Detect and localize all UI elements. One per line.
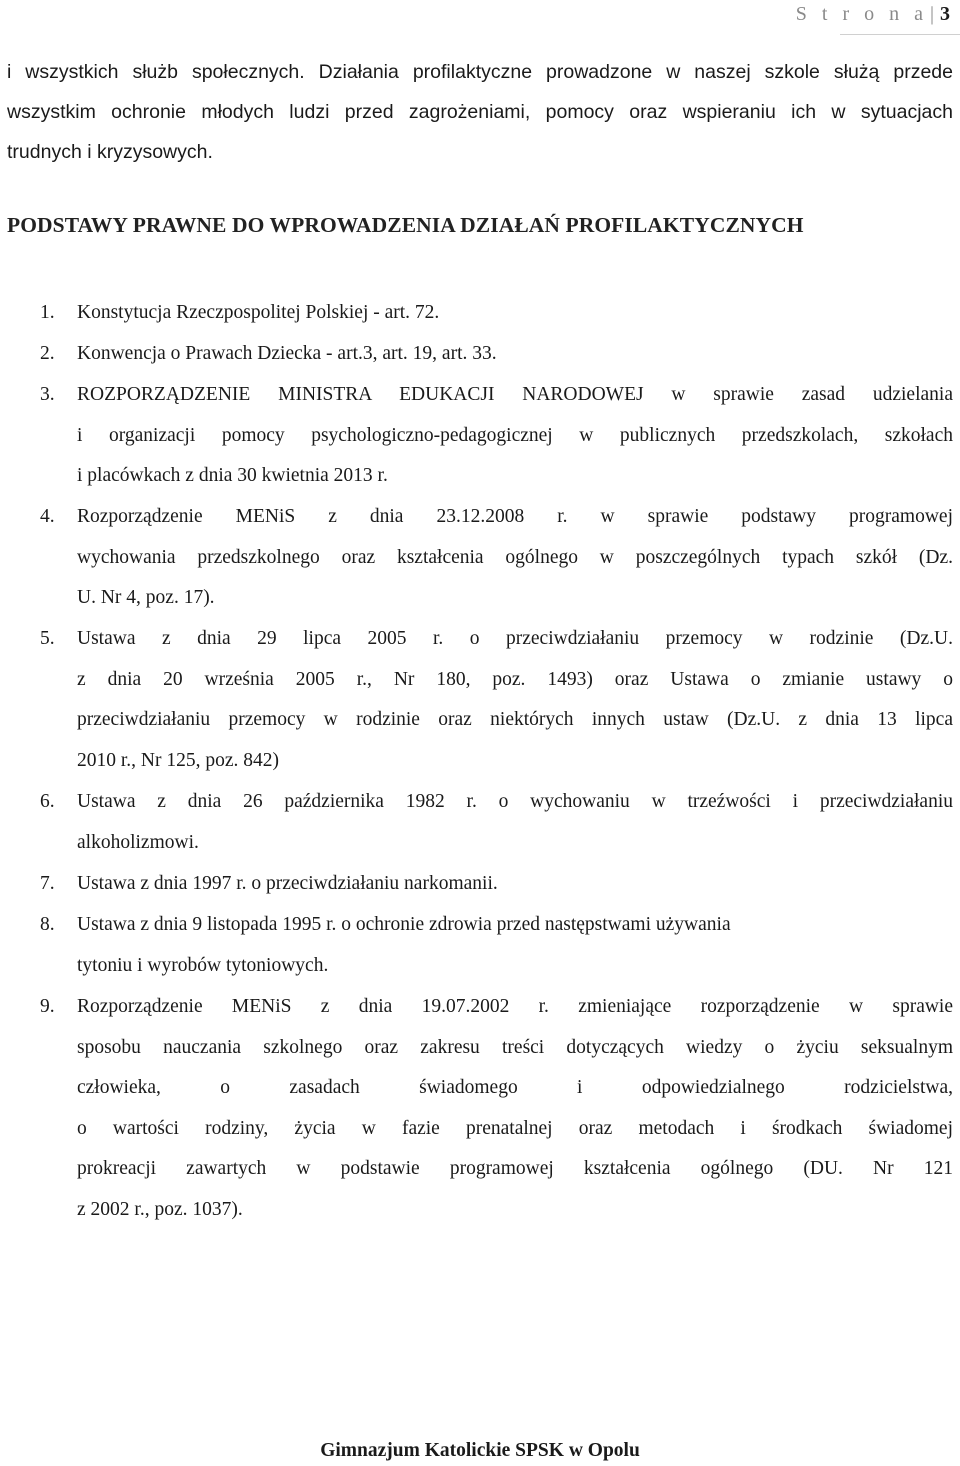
list-item-number: 8. xyxy=(40,914,55,935)
list-item-line: Konstytucja Rzeczpospolitej Polskiej - art. 72. xyxy=(77,302,440,323)
list-item-number: 5. xyxy=(40,628,55,649)
list-item-line: Konwencja o Prawach Dziecka - art.3, art. 19, art. 33. xyxy=(77,343,497,364)
list-item-number: 6. xyxy=(40,791,55,812)
header-rule xyxy=(840,34,960,35)
page-number: 3 xyxy=(940,3,950,25)
intro-paragraph xyxy=(7,52,953,172)
list-item-line: z dnia 20 września 2005 r., Nr 180, poz. 1493) oraz Ustawa o zmianie ustawy o xyxy=(77,668,953,690)
list-item-text xyxy=(77,375,953,497)
list-item-number: 7. xyxy=(40,873,55,894)
list-item-line: z 2002 r., poz. 1037). xyxy=(77,1198,243,1220)
intro-line: wszystkim ochronie młodych ludzi przed zagrożeniami, pomocy oraz wspieraniu ich w sytuacjach xyxy=(7,101,953,123)
list-item-line: Ustawa z dnia 1997 r. o przeciwdziałaniu narkomanii. xyxy=(77,873,498,894)
list-item-text xyxy=(77,782,953,863)
list-item-number: 2. xyxy=(40,343,55,364)
list-item-line: Rozporządzenie MENiS z dnia 23.12.2008 r. w sprawie podstawy programowej xyxy=(77,506,953,527)
list-item-line: i placówkach z dnia 30 kwietnia 2013 r. xyxy=(77,465,388,486)
page-footer: Gimnazjum Katolickie SPSK w Opolu xyxy=(320,1440,640,1461)
list-item-line: prokreacji zawartych w podstawie programowej kształcenia ogólnego (DU. Nr 121 xyxy=(77,1158,953,1179)
list-item-text xyxy=(77,293,953,334)
list-item-line: o wartości rodziny, życia w fazie prenatalnej oraz metodach i środkach świadomej xyxy=(77,1117,953,1139)
list-item-line: Ustawa z dnia 29 lipca 2005 r. o przeciwdziałaniu przemocy w rodzinie (Dz.U. xyxy=(77,628,953,649)
intro-line: i wszystkich służb społecznych. Działania profilaktyczne prowadzone w naszej szkole służą przede xyxy=(7,61,953,83)
page-label: S t r o n a xyxy=(795,3,928,25)
list-item-line: wychowania przedszkolnego oraz kształcenia ogólnego w poszczególnych typach szkół (Dz. xyxy=(77,546,953,568)
list-item-line: Ustawa z dnia 26 października 1982 r. o wychowaniu w trzeźwości i przeciwdziałaniu xyxy=(77,791,953,812)
list-item-text xyxy=(77,905,953,986)
list-item-text xyxy=(77,497,953,619)
list-item-text xyxy=(77,334,953,375)
list-item-text xyxy=(77,864,953,905)
list-item-line: U. Nr 4, poz. 17). xyxy=(77,587,215,608)
list-item-line: i organizacji pomocy psychologiczno-pedagogicznej w publicznych przedszkolach, szkołach xyxy=(77,424,953,446)
list-item-line: ROZPORZĄDZENIE MINISTRA EDUKACJI NARODOWEJ w sprawie zasad udzielania xyxy=(77,384,953,405)
page-header xyxy=(796,3,950,26)
list-item-text xyxy=(77,619,953,781)
list-item-text xyxy=(77,987,953,1230)
header-separator: | xyxy=(929,3,934,25)
list-item-line: alkoholizmowi. xyxy=(77,831,199,853)
list-item-number: 4. xyxy=(40,506,55,527)
list-item-line: przeciwdziałaniu przemocy w rodzinie oraz niektórych innych ustaw (Dz.U. z dnia 13 lipca xyxy=(77,709,953,730)
list-item-line: człowieka, o zasadach świadomego i odpowiedzialnego rodzicielstwa, xyxy=(77,1077,953,1098)
list-item-number: 9. xyxy=(40,996,55,1017)
list-item-line: Rozporządzenie MENiS z dnia 19.07.2002 r. zmieniające rozporządzenie w sprawie xyxy=(77,996,953,1017)
list-item-line: 2010 r., Nr 125, poz. 842) xyxy=(77,749,280,771)
list-item-number: 3. xyxy=(40,384,55,405)
intro-line: trudnych i kryzysowych. xyxy=(7,141,213,163)
section-heading: PODSTAWY PRAWNE DO WPROWADZENIA DZIAŁAŃ PROFILAKTYCZNYCH xyxy=(7,213,804,237)
list-item-line: sposobu nauczania szkolnego oraz zakresu treści dotyczących wiedzy o życiu seksualnym xyxy=(77,1036,953,1058)
list-item-line: tytoniu i wyrobów tytoniowych. xyxy=(77,954,329,976)
list-item-line: Ustawa z dnia 9 listopada 1995 r. o ochronie zdrowia przed następstwami używania xyxy=(77,914,731,935)
list-item-number: 1. xyxy=(40,302,55,323)
